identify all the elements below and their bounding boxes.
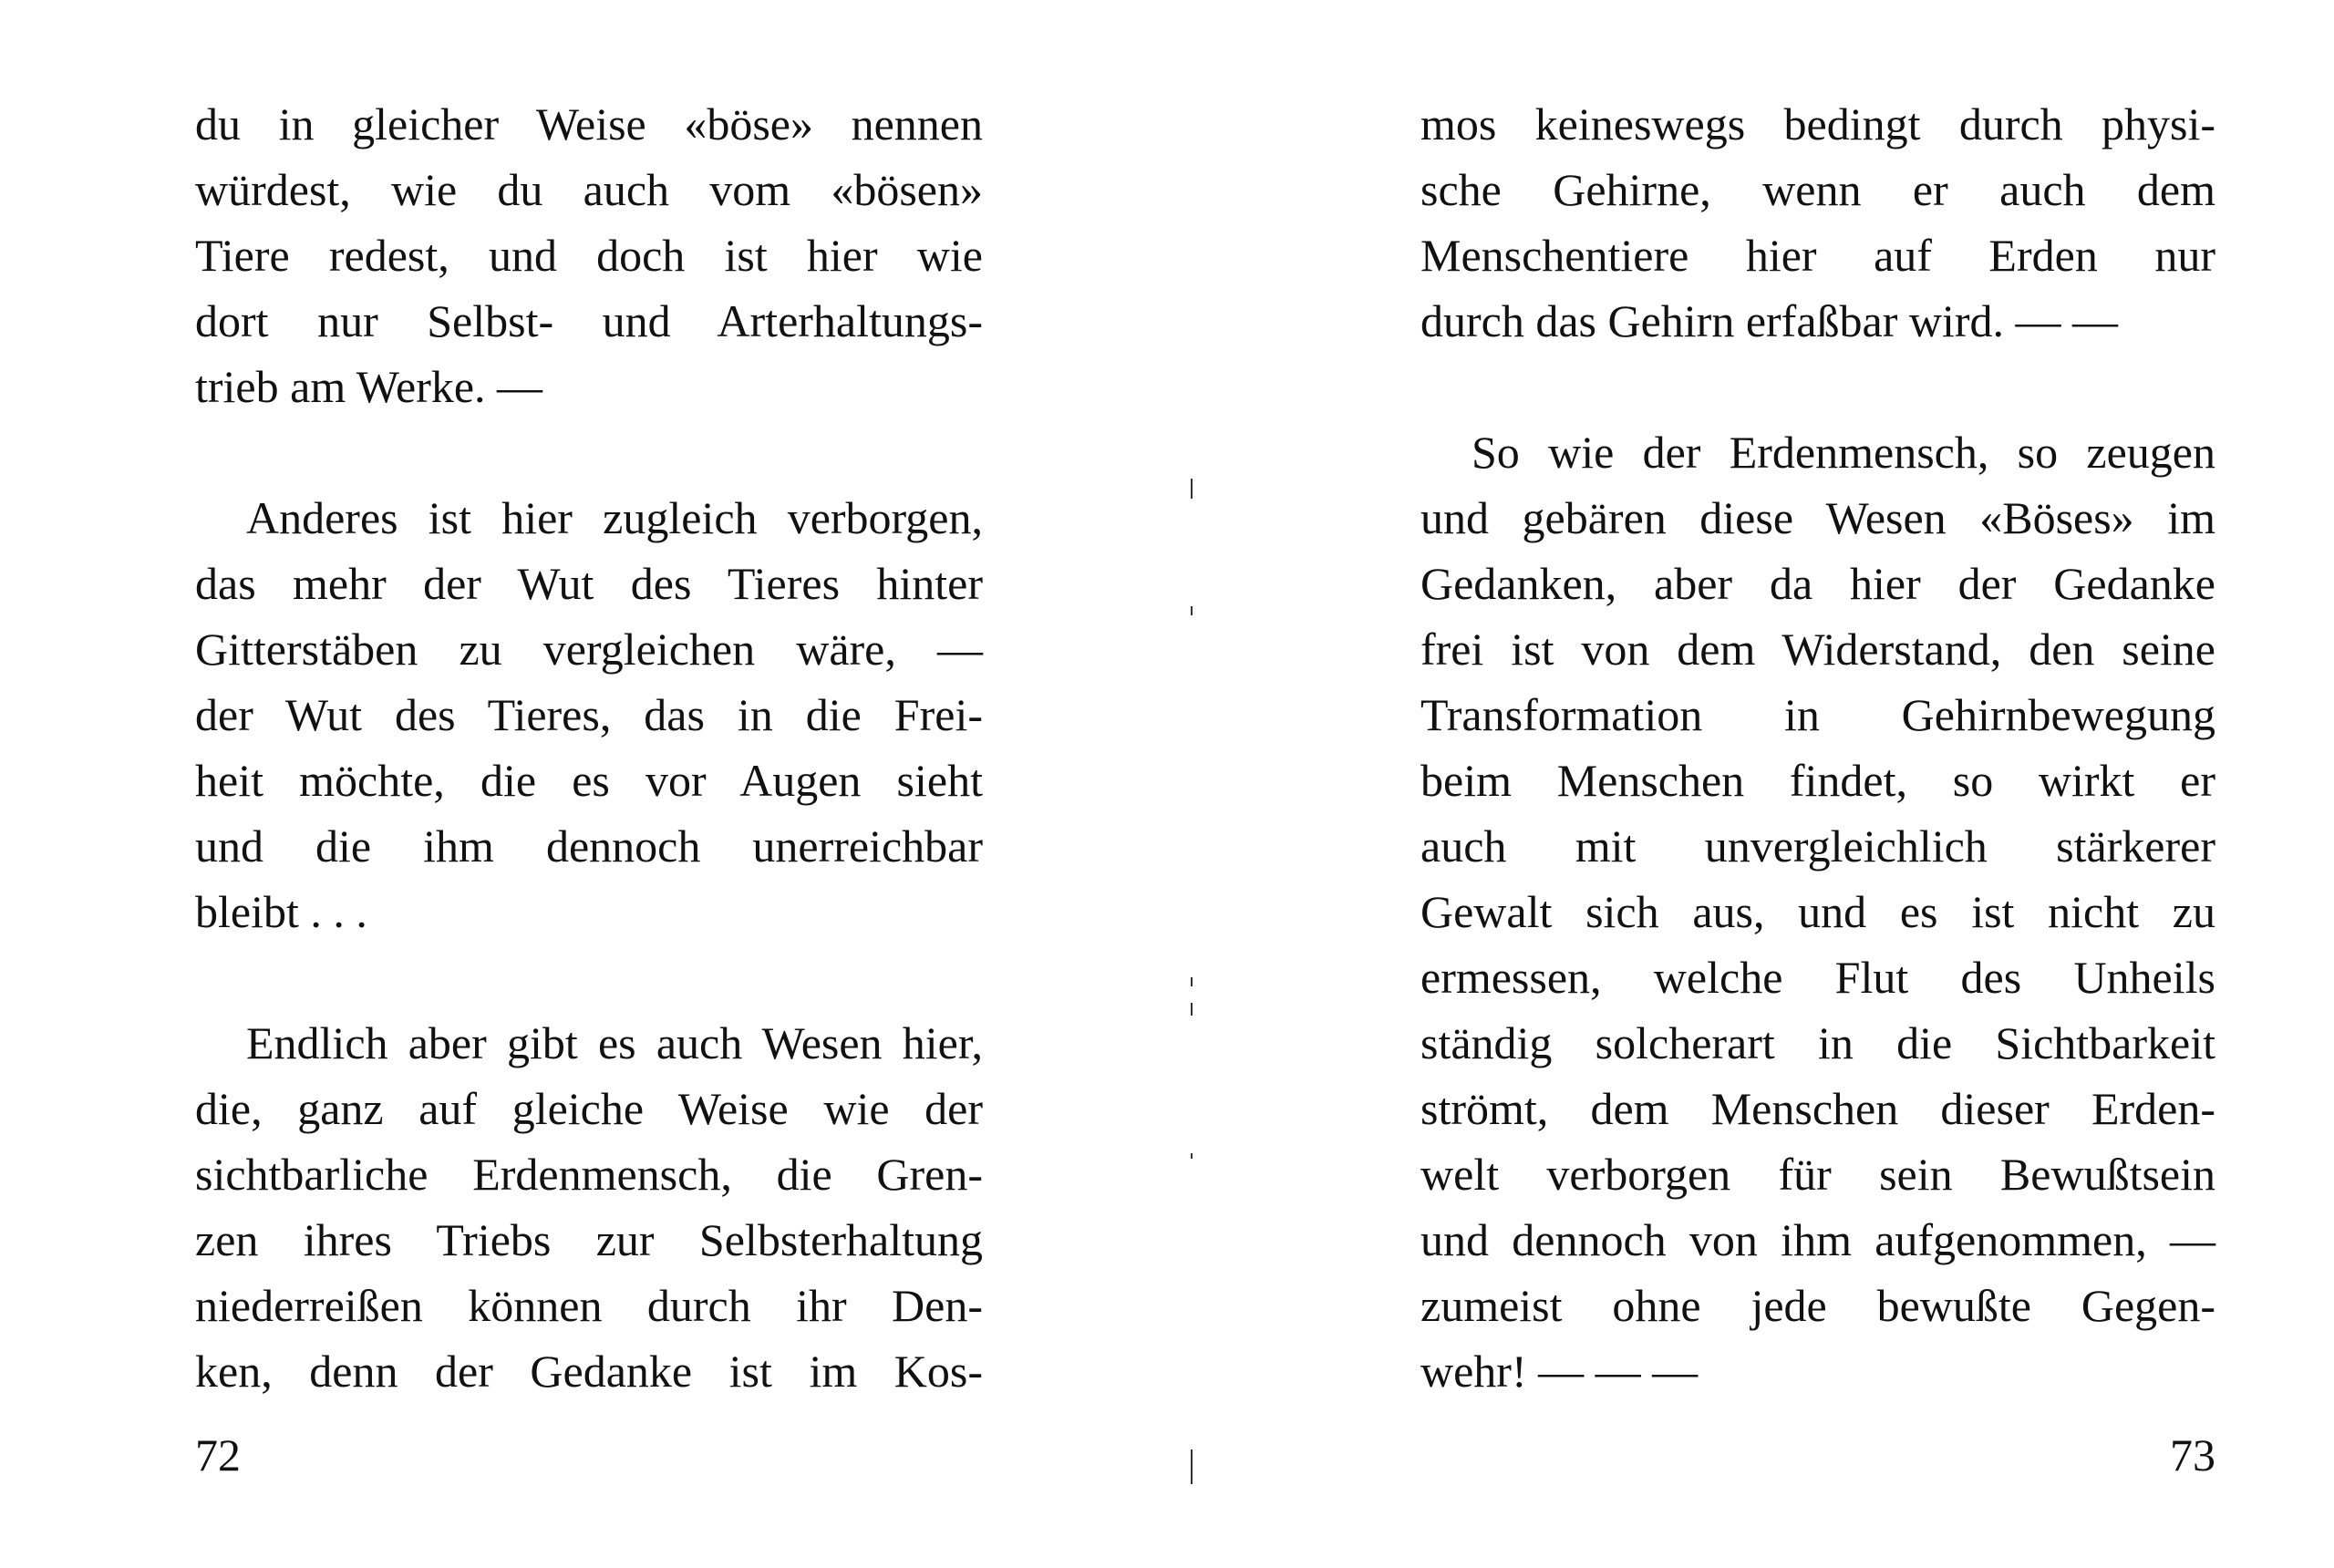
page-number-right: 73 bbox=[2170, 1429, 2215, 1480]
text-line: niederreißen können durch ihr Den- bbox=[195, 1280, 983, 1331]
paragraph-start-line: So wie der Erdenmensch, so zeugen bbox=[1472, 427, 2215, 478]
page-number-left: 72 bbox=[195, 1429, 241, 1480]
text-line: dort nur Selbst- und Arterhaltungs- bbox=[195, 295, 983, 346]
text-line: zumeist ohne jede bewußte Gegen- bbox=[1420, 1280, 2215, 1331]
text-line: Transformation in Gehirnbewegung bbox=[1420, 689, 2215, 740]
text-line: und gebären diese Wesen «Böses» im bbox=[1420, 492, 2215, 543]
text-line: die, ganz auf gleiche Weise wie der bbox=[195, 1083, 983, 1134]
gutter-mark bbox=[1191, 1153, 1193, 1159]
text-line: und dennoch von ihm aufgenommen, — bbox=[1420, 1214, 2215, 1265]
gutter-mark bbox=[1191, 606, 1193, 615]
text-line: Tiere redest, und doch ist hier wie bbox=[195, 230, 983, 281]
gutter-mark bbox=[1191, 479, 1193, 499]
gutter-mark bbox=[1191, 1449, 1193, 1484]
text-line: welt verborgen für sein Bewußtsein bbox=[1420, 1149, 2215, 1200]
text-line: Menschentiere hier auf Erden nur bbox=[1420, 230, 2215, 281]
gutter-mark bbox=[1191, 1003, 1193, 1016]
text-line: ken, denn der Gedanke ist im Kos- bbox=[195, 1346, 983, 1397]
text-line: frei ist von dem Widerstand, den seine bbox=[1420, 624, 2215, 675]
text-line: und die ihm dennoch unerreichbar bbox=[195, 820, 983, 872]
text-line: der Wut des Tieres, das in die Frei- bbox=[195, 689, 983, 740]
text-line: du in gleicher Weise «böse» nennen bbox=[195, 98, 983, 150]
text-line: wehr! — — — bbox=[1420, 1346, 1699, 1397]
text-line: trieb am Werke. — bbox=[195, 361, 543, 412]
text-line: auch mit unvergleichlich stärkerer bbox=[1420, 820, 2215, 872]
text-line: heit möchte, die es vor Augen sieht bbox=[195, 755, 983, 806]
paragraph-start-line: Anderes ist hier zugleich verborgen, bbox=[246, 492, 983, 543]
text-line: zen ihres Triebs zur Selbsterhaltung bbox=[195, 1214, 983, 1265]
text-line: ständig solcherart in die Sichtbarkeit bbox=[1420, 1017, 2215, 1068]
text-line: mos keineswegs bedingt durch physi- bbox=[1420, 98, 2215, 150]
text-line: ermessen, welche Flut des Unheils bbox=[1420, 952, 2215, 1003]
text-line: durch das Gehirn erfaßbar wird. — — bbox=[1420, 295, 2119, 346]
text-line: Gewalt sich aus, und es ist nicht zu bbox=[1420, 886, 2215, 937]
gutter-mark bbox=[1191, 977, 1193, 986]
text-line: bleibt . . . bbox=[195, 886, 367, 937]
text-line: Gitterstäben zu vergleichen wäre, — bbox=[195, 624, 983, 675]
paragraph-start-line: Endlich aber gibt es auch Wesen hier, bbox=[246, 1017, 983, 1068]
text-line: Gedanken, aber da hier der Gedanke bbox=[1420, 558, 2215, 609]
text-line: strömt, dem Menschen dieser Erden- bbox=[1420, 1083, 2215, 1134]
text-line: sche Gehirne, wenn er auch dem bbox=[1420, 164, 2215, 215]
text-line: sichtbarliche Erdenmensch, die Gren- bbox=[195, 1149, 983, 1200]
text-line: beim Menschen findet, so wirkt er bbox=[1420, 755, 2215, 806]
text-line: das mehr der Wut des Tieres hinter bbox=[195, 558, 983, 609]
text-line: würdest, wie du auch vom «bösen» bbox=[195, 164, 983, 215]
